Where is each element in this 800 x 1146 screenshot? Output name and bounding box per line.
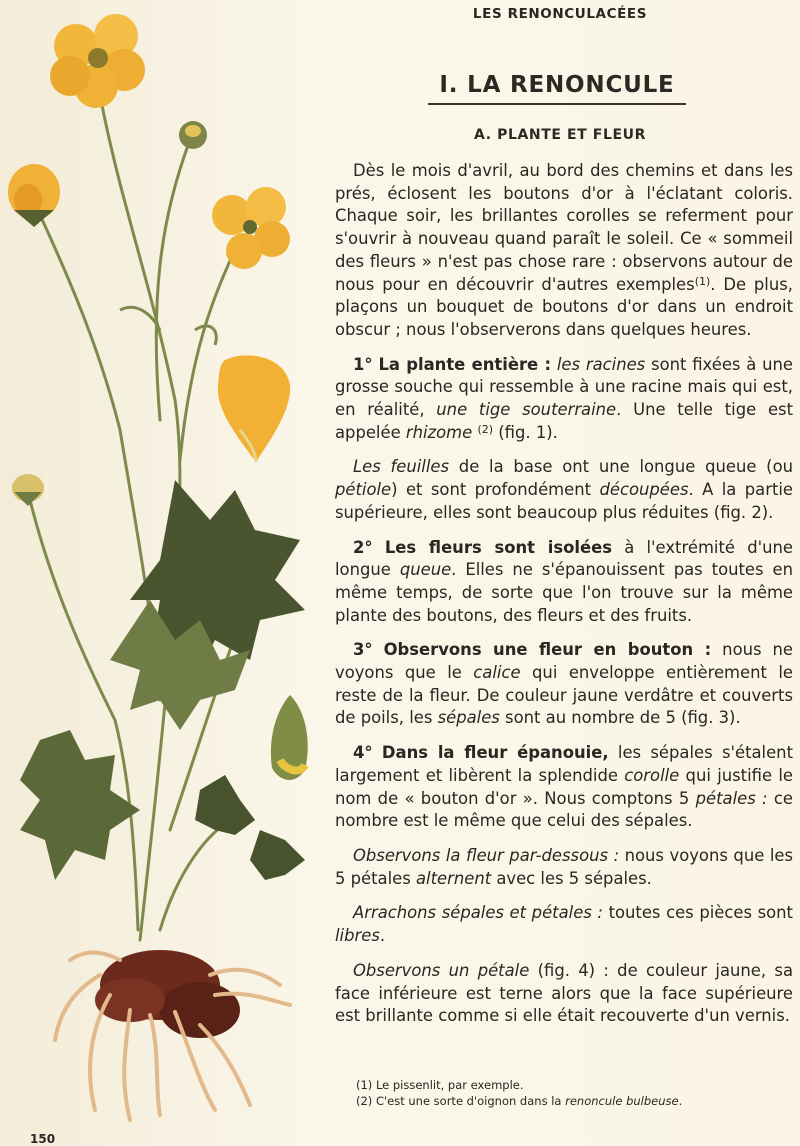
emphasis: calice [473, 663, 521, 683]
paragraph-open-flower [335, 742, 793, 833]
paragraph-intro [335, 160, 793, 342]
text: à l'extrémité d'une longue [335, 537, 793, 580]
emphasis: queue [399, 560, 452, 580]
item-heading: La plante entière : [378, 354, 552, 374]
emphasis: libres [335, 926, 380, 946]
text: toutes ces pièces sont [602, 903, 793, 923]
text: les sépales s'étalent largement et libèrent la splendide [335, 743, 793, 785]
emphasis: sépales [437, 708, 500, 728]
body-text [335, 160, 793, 1040]
footnote-2 [356, 1094, 796, 1110]
item-number: 1° [353, 354, 373, 374]
emphasis: alternent [416, 868, 492, 888]
paragraph-flowers [335, 537, 793, 628]
chapter-title: I. LA RENONCULE [428, 72, 686, 105]
emphasis: corolle [624, 765, 680, 785]
text: de la base ont une longue queue (ou [449, 457, 793, 477]
text: sont fixées à une grosse souche qui ressemble à une racine mais qui est, en réalité, [335, 354, 794, 420]
text: (2) C'est une sorte d'oignon dans la [356, 1093, 566, 1108]
buttercup-illustration [0, 0, 330, 1145]
item-heading: Les fleurs sont isolées [384, 537, 612, 557]
intro-text-2: . De plus, plaçons un bouquet de boutons d'or dans un endroit obscur ; nous l'observerons dans quelques heures. [335, 274, 793, 339]
item-number: 3° [353, 640, 373, 660]
paragraph-bud [335, 639, 793, 730]
emphasis: découpées [599, 480, 689, 500]
text: qui justifie le nom de « bouton d'or ». Nous comptons 5 [335, 765, 793, 808]
text: . A la partie supérieure, elles sont beaucoup plus réduites (fig. 2). [335, 480, 794, 522]
section-title: A. PLANTE ET FLEUR [474, 127, 646, 143]
petal-figure [218, 355, 290, 462]
paragraph-whole-plant [335, 354, 793, 445]
text: . Une telle tige est appelée [335, 400, 793, 442]
item-heading: Observons une fleur en bouton : [383, 640, 712, 660]
paragraph-leaves [335, 456, 793, 524]
paragraph-remove-parts [335, 902, 793, 947]
emphasis: pétiole [335, 480, 392, 500]
item-number: 4° [353, 743, 373, 763]
text: avec les 5 sépales. [491, 868, 652, 888]
emphasis: une tige souterraine [436, 400, 617, 420]
text: . [678, 1093, 683, 1108]
paragraph-underside [335, 845, 793, 890]
emphasis: pétales : [695, 788, 768, 808]
text: (fig. 4) : de couleur jaune, sa face inférieure est terne alors que la face supérieure est brillante comme si elle était recouverte d'un vernis. [335, 960, 793, 1026]
running-head: LES RENONCULACÉES [472, 6, 648, 22]
text: . Elles ne s'épanouissent pas toutes en même temps, de sorte que l'on trouve sur la même plante des boutons, des fleurs et des fruits. [335, 560, 793, 625]
item-number: 2° [353, 537, 373, 557]
footnote-ref-2: (2) [477, 422, 494, 436]
text: (fig. 1). [493, 422, 558, 442]
item-heading: Dans la fleur épanouie, [381, 743, 609, 763]
emphasis: rhizome [405, 422, 473, 442]
footnote-1: (1) Le pissenlit, par exemple. [356, 1078, 524, 1092]
emphasis: Arrachons sépales et pétales : [353, 903, 603, 923]
text: ) et sont profondément [391, 480, 600, 500]
text: . [379, 926, 386, 946]
text: ce nombre est le même que celui des sépales. [335, 788, 793, 831]
emphasis: Observons la fleur par-dessous : [353, 845, 620, 865]
emphasis: Observons un pétale [353, 960, 530, 980]
footnotes [356, 1078, 796, 1109]
text: qui enveloppe entièrement le reste de la fleur. De couleur jaune verdâtre et couverts de poils, les [335, 663, 794, 728]
footnote-ref-1: (1) [694, 274, 711, 288]
emphasis: renoncule bulbeuse [565, 1093, 679, 1108]
intro-text: Dès le mois d'avril, au bord des chemins et dans les prés, éclosent les boutons d'or à l'éclatant coloris. Chaque soir, les brillantes corolles se referment pour s'ouvrir à nouveau quand paraît le soleil. Ce « sommeil des fleurs » n'est pas chose rare : observons autour de nous pour en découvrir d'autres exemples [335, 161, 793, 294]
text: nous ne voyons que le [335, 640, 793, 683]
emphasis: Les feuilles [353, 457, 450, 477]
emphasis: les racines [556, 354, 646, 374]
text: sont au nombre de 5 (fig. 3). [499, 708, 741, 728]
paragraph-petal [335, 960, 793, 1028]
text: nous voyons que les 5 pétales [335, 845, 793, 888]
page-number: 150 [30, 1132, 56, 1146]
